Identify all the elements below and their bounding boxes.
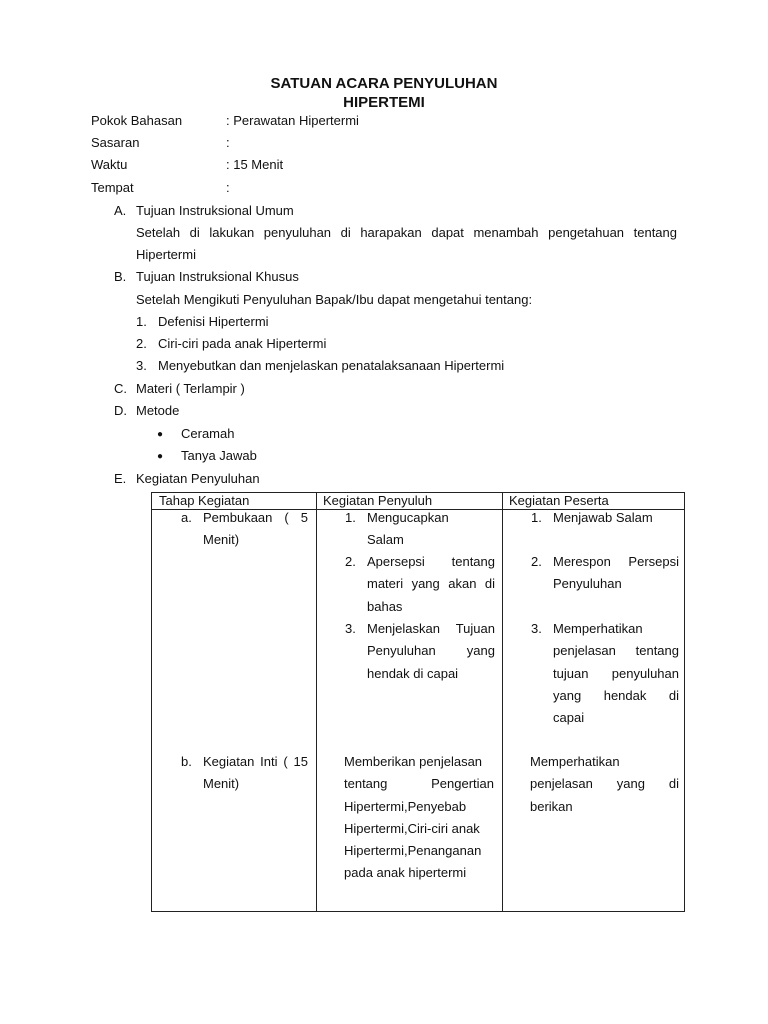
list-number: 2.	[531, 554, 542, 569]
cell-text: hendak di capai	[367, 665, 459, 681]
cell-text: Menjelaskan Tujuan	[367, 621, 495, 636]
method-item: Ceramah	[181, 426, 235, 441]
participant-item	[553, 507, 679, 529]
meta-value: :	[226, 180, 230, 195]
section-heading-b: Tujuan Instruksional Khusus	[136, 269, 299, 284]
table-header-participant: Kegiatan Peserta	[509, 493, 609, 508]
section-a-text-cont: Hipertermi	[136, 247, 196, 262]
cell-text: capai	[553, 710, 585, 726]
cell-text: Memberikan penjelasan	[344, 754, 483, 769]
cell-text: penjelasan yang di	[530, 776, 679, 792]
list-number: 1.	[136, 314, 147, 329]
cell-text: Penyuluhan yang	[367, 643, 495, 659]
list-number: 3.	[345, 621, 356, 636]
list-number: 1.	[531, 510, 542, 525]
stage-cell-opening	[203, 507, 308, 552]
stage-text: Menit)	[203, 776, 240, 792]
stage-text: Pembukaan ( 5	[203, 510, 308, 525]
table-column-divider	[502, 493, 503, 911]
cell-text: Salam	[367, 532, 404, 548]
cell-text: Mengucapkan	[367, 510, 449, 525]
meta-value: : Perawatan Hipertermi	[226, 113, 359, 128]
stage-cell-core	[203, 751, 308, 796]
cell-text: Merespon Persepsi	[553, 554, 679, 569]
stage-marker: a.	[181, 510, 192, 525]
section-heading-e: Kegiatan Penyuluhan	[136, 471, 260, 486]
cell-text: Hipertermi,Penyebab	[344, 798, 467, 814]
list-number: 2.	[345, 554, 356, 569]
list-item: Menyebutkan dan menjelaskan penatalaksanaan Hipertermi	[158, 358, 505, 373]
cell-text: Memperhatikan	[553, 621, 643, 636]
stage-marker: b.	[181, 754, 192, 769]
table-header-counselor: Kegiatan Penyuluh	[323, 493, 433, 508]
method-item: Tanya Jawab	[181, 448, 257, 463]
cell-text: tujuan penyuluhan	[553, 665, 679, 681]
document-subtitle: HIPERTEMI	[343, 94, 425, 111]
meta-label: Pokok Bahasan	[91, 113, 183, 128]
counselor-item	[367, 618, 495, 685]
cell-text: yang hendak di	[553, 687, 679, 703]
stage-text: Menit)	[203, 532, 240, 548]
cell-text: materi yang akan di	[367, 576, 495, 592]
list-number: 3.	[531, 621, 542, 636]
participant-item	[553, 618, 679, 729]
cell-text: Menjawab Salam	[553, 510, 653, 525]
section-letter-e: E.	[114, 471, 127, 486]
section-letter-a: A.	[114, 203, 127, 218]
document-title: SATUAN ACARA PENYULUHAN	[270, 75, 498, 92]
cell-text: Penyuluhan	[553, 576, 622, 592]
counselor-item	[367, 551, 495, 618]
cell-text: bahas	[367, 598, 403, 614]
list-number: 3.	[136, 358, 147, 373]
meta-label: Waktu	[91, 157, 128, 172]
cell-text: penjelasan tentang	[553, 643, 679, 659]
meta-value: : 15 Menit	[226, 157, 284, 172]
table-column-divider	[316, 493, 317, 911]
cell-text: Memperhatikan	[530, 754, 620, 769]
bullet-icon: ●	[157, 451, 164, 462]
list-number: 2.	[136, 336, 147, 351]
participant-core-text	[530, 751, 679, 818]
section-heading-c: Materi ( Terlampir )	[136, 381, 245, 396]
section-a-text: Setelah di lakukan penyuluhan di harapakan dapat menambah pengetahuan tentang	[136, 225, 677, 240]
section-heading-d: Metode	[136, 403, 180, 418]
activity-table	[151, 492, 685, 912]
cell-text: berikan	[530, 798, 573, 814]
cell-text: pada anak hipertermi	[344, 865, 467, 881]
bullet-icon: ●	[157, 429, 164, 440]
stage-text: Kegiatan Inti ( 15	[203, 754, 308, 769]
table-header-stage: Tahap Kegiatan	[159, 493, 250, 508]
section-letter-b: B.	[114, 269, 127, 284]
section-heading-a: Tujuan Instruksional Umum	[136, 203, 294, 218]
list-item: Defenisi Hipertermi	[158, 314, 269, 329]
participant-item	[553, 551, 679, 596]
list-item: Ciri-ciri pada anak Hipertermi	[158, 336, 327, 351]
cell-text: Hipertermi,Penanganan	[344, 843, 482, 859]
section-b-intro: Setelah Mengikuti Penyuluhan Bapak/Ibu dapat mengetahui tentang:	[136, 292, 533, 307]
meta-label: Tempat	[91, 180, 134, 195]
cell-text: Hipertermi,Ciri-ciri anak	[344, 820, 480, 836]
cell-text: tentang Pengertian	[344, 776, 494, 792]
meta-value: :	[226, 135, 230, 150]
counselor-core-text	[344, 751, 494, 885]
section-letter-d: D.	[114, 403, 127, 418]
section-letter-c: C.	[114, 381, 127, 396]
list-number: 1.	[345, 510, 356, 525]
counselor-item	[367, 507, 495, 552]
meta-label: Sasaran	[91, 135, 140, 150]
cell-text: Apersepsi tentang	[367, 554, 495, 569]
